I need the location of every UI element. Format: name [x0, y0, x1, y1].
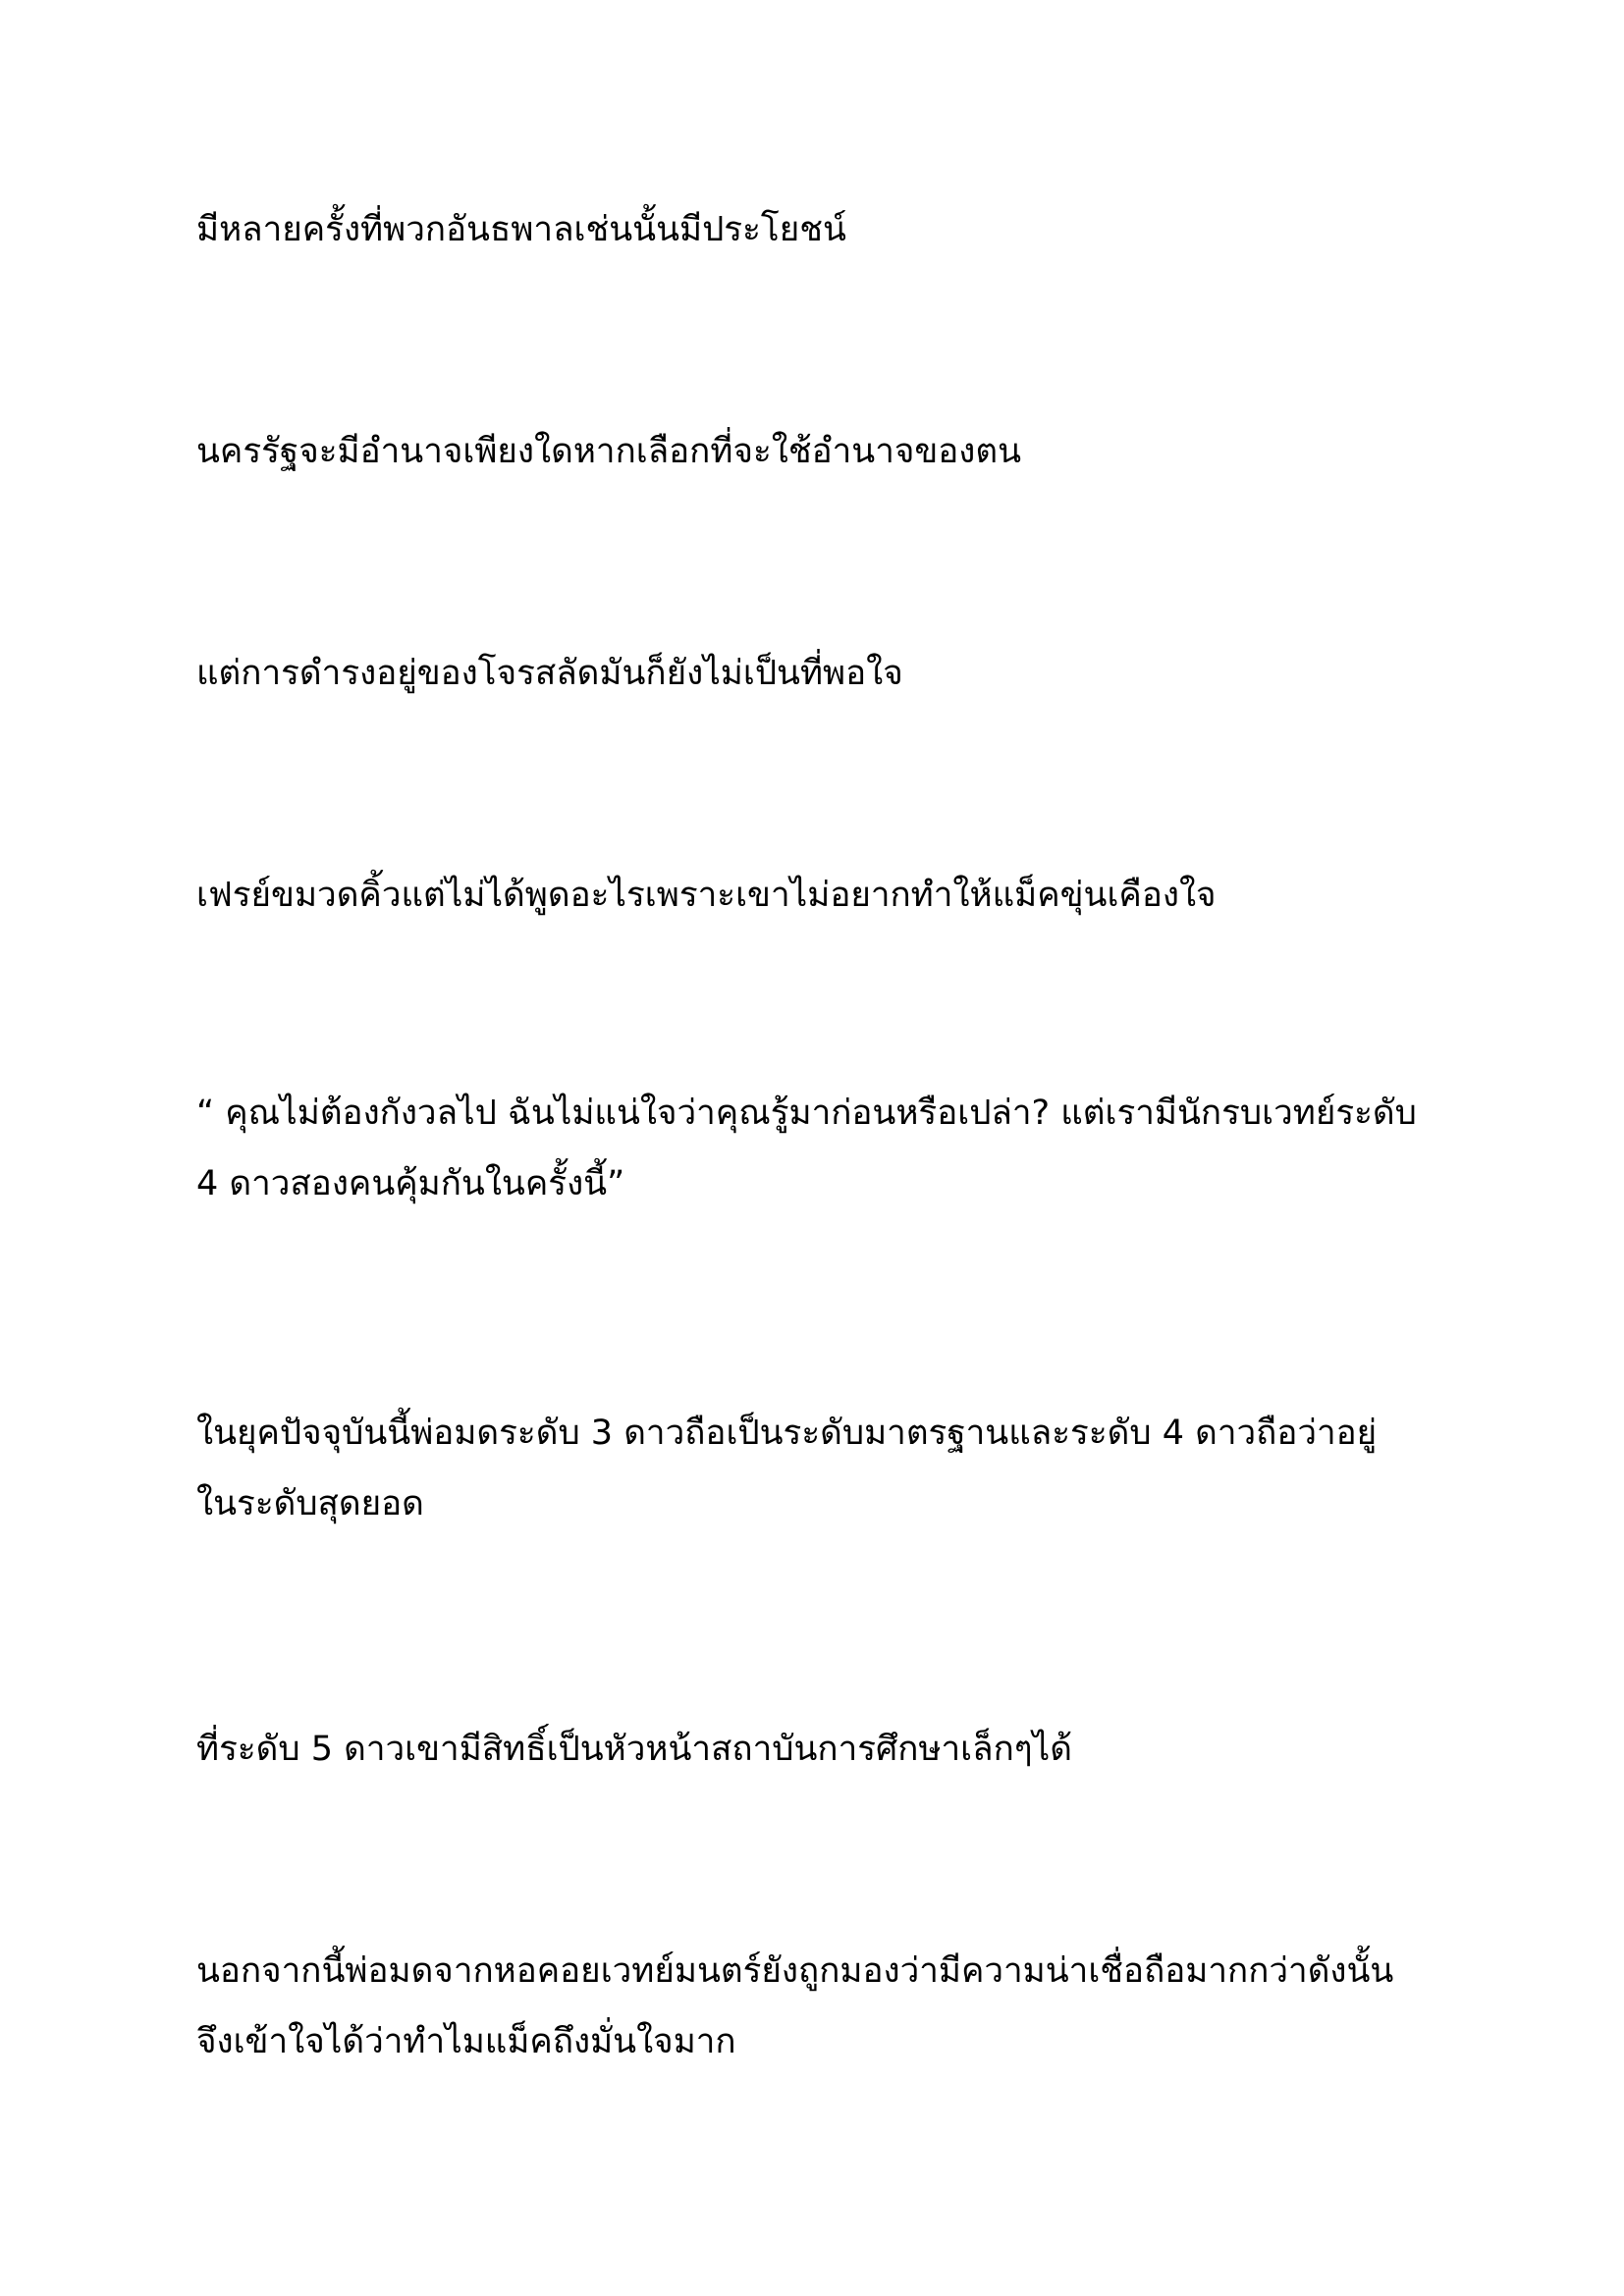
- paragraph-line: ในยุคปัจจุบันนี้พ่อมดระดับ 3 ดาวถือเป็นระดับมาตรฐานและระดับ 4 ดาวถือว่าอยู่: [196, 1414, 1378, 1453]
- paragraph-line: “ คุณไม่ต้องกังวลไป ฉันไม่แน่ใจว่าคุณรู้มาก่อนหรือเปล่า? แต่เรามีนักรบเวทย์ระดับ: [196, 1094, 1417, 1133]
- paragraph-line: ที่ระดับ 5 ดาวเขามีสิทธิ์เป็นหัวหน้าสถาบันการศึกษาเล็กๆได้: [196, 1730, 1072, 1769]
- paragraph-line: มีหลายครั้งที่พวกอันธพาลเช่นนั้นมีประโยชน์: [196, 210, 846, 249]
- paragraph-7: [196, 1714, 1453, 1785]
- paragraph-4: [196, 860, 1453, 931]
- paragraph-6: [196, 1398, 1453, 1539]
- paragraph-8: [196, 1936, 1453, 2077]
- paragraph-line: จึงเข้าใจได้ว่าทำไมแม็คถึงมั่นใจมาก: [196, 2022, 736, 2061]
- paragraph-line: 4 ดาวสองคนคุ้มกันในครั้งนี้”: [196, 1164, 625, 1203]
- paragraph-2: [196, 416, 1453, 487]
- paragraph-1: [196, 194, 1453, 265]
- paragraph-line: เฟรย์ขมวดคิ้วแต่ไม่ได้พูดอะไรเพราะเขาไม่อยากทำให้แม็คขุ่นเคืองใจ: [196, 876, 1217, 915]
- paragraph-line: ในระดับสุดยอด: [196, 1484, 424, 1523]
- paragraph-line: แต่การดำรงอยู่ของโจรสลัดมันก็ยังไม่เป็นที่พอใจ: [196, 654, 903, 693]
- paragraph-line: นอกจากนี้พ่อมดจากหอคอยเวทย์มนตร์ยังถูกมองว่ามีความน่าเชื่อถือมากกว่าดังนั้น: [196, 1951, 1394, 1991]
- paragraph-3: [196, 638, 1453, 709]
- paragraph-5-dialogue: [196, 1078, 1453, 1219]
- paragraph-line: นครรัฐจะมีอำนาจเพียงใดหากเลือกที่จะใช้อำนาจของตน: [196, 432, 1022, 471]
